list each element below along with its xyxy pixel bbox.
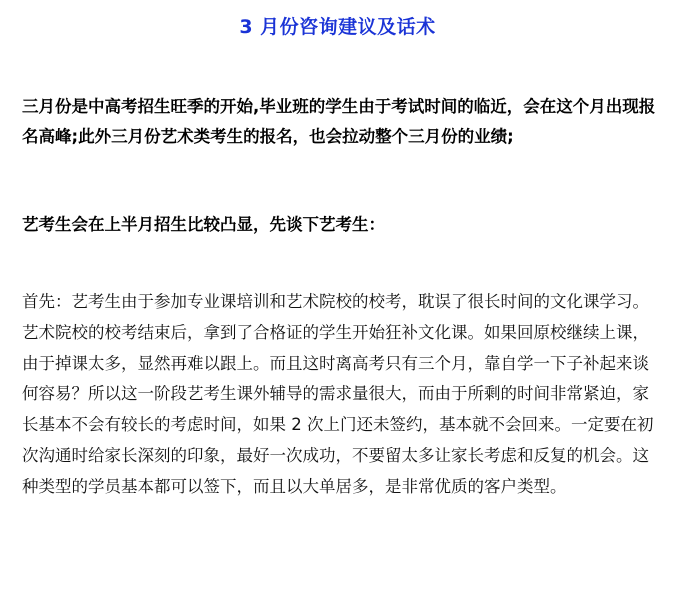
art-students-paragraph: 首先：艺考生由于参加专业课培训和艺术院校的校考，耽误了很长时间的文化课学习。艺术院校的校考结束后，拿到了合格证的学生开始狂补文化课。如果回原校继续上课，由于掉课太多，显然再难以跟上。而且这时离高考只有三个月，靠自学一下子补起来谈何容易？所以这一阶段艺考生课外辅导的需求量很大，而由于所剩的时间非常紧迫，家长基本不会有较长的考虑时间，如果 2 次上门还未签约，基本就不会回来。一定要在初次沟通时给家长深刻的印象，最好一次成功，不要留太多让家长考虑和反复的机会。这种类型的学员基本都可以签下，而且以大单居多，是非常优质的客户类型。 xyxy=(22,292,654,496)
art-students-heading: 艺考生会在上半月招生比较凸显，先谈下艺考生： xyxy=(22,215,385,234)
document-title: 3 月份咨询建议及话术 xyxy=(239,16,436,38)
intro-paragraph: 三月份是中高考招生旺季的开始,毕业班的学生由于考试时间的临近，会在这个月出现报名高峰;此外三月份艺术类考生的报名，也会拉动整个三月份的业绩; xyxy=(22,97,656,146)
